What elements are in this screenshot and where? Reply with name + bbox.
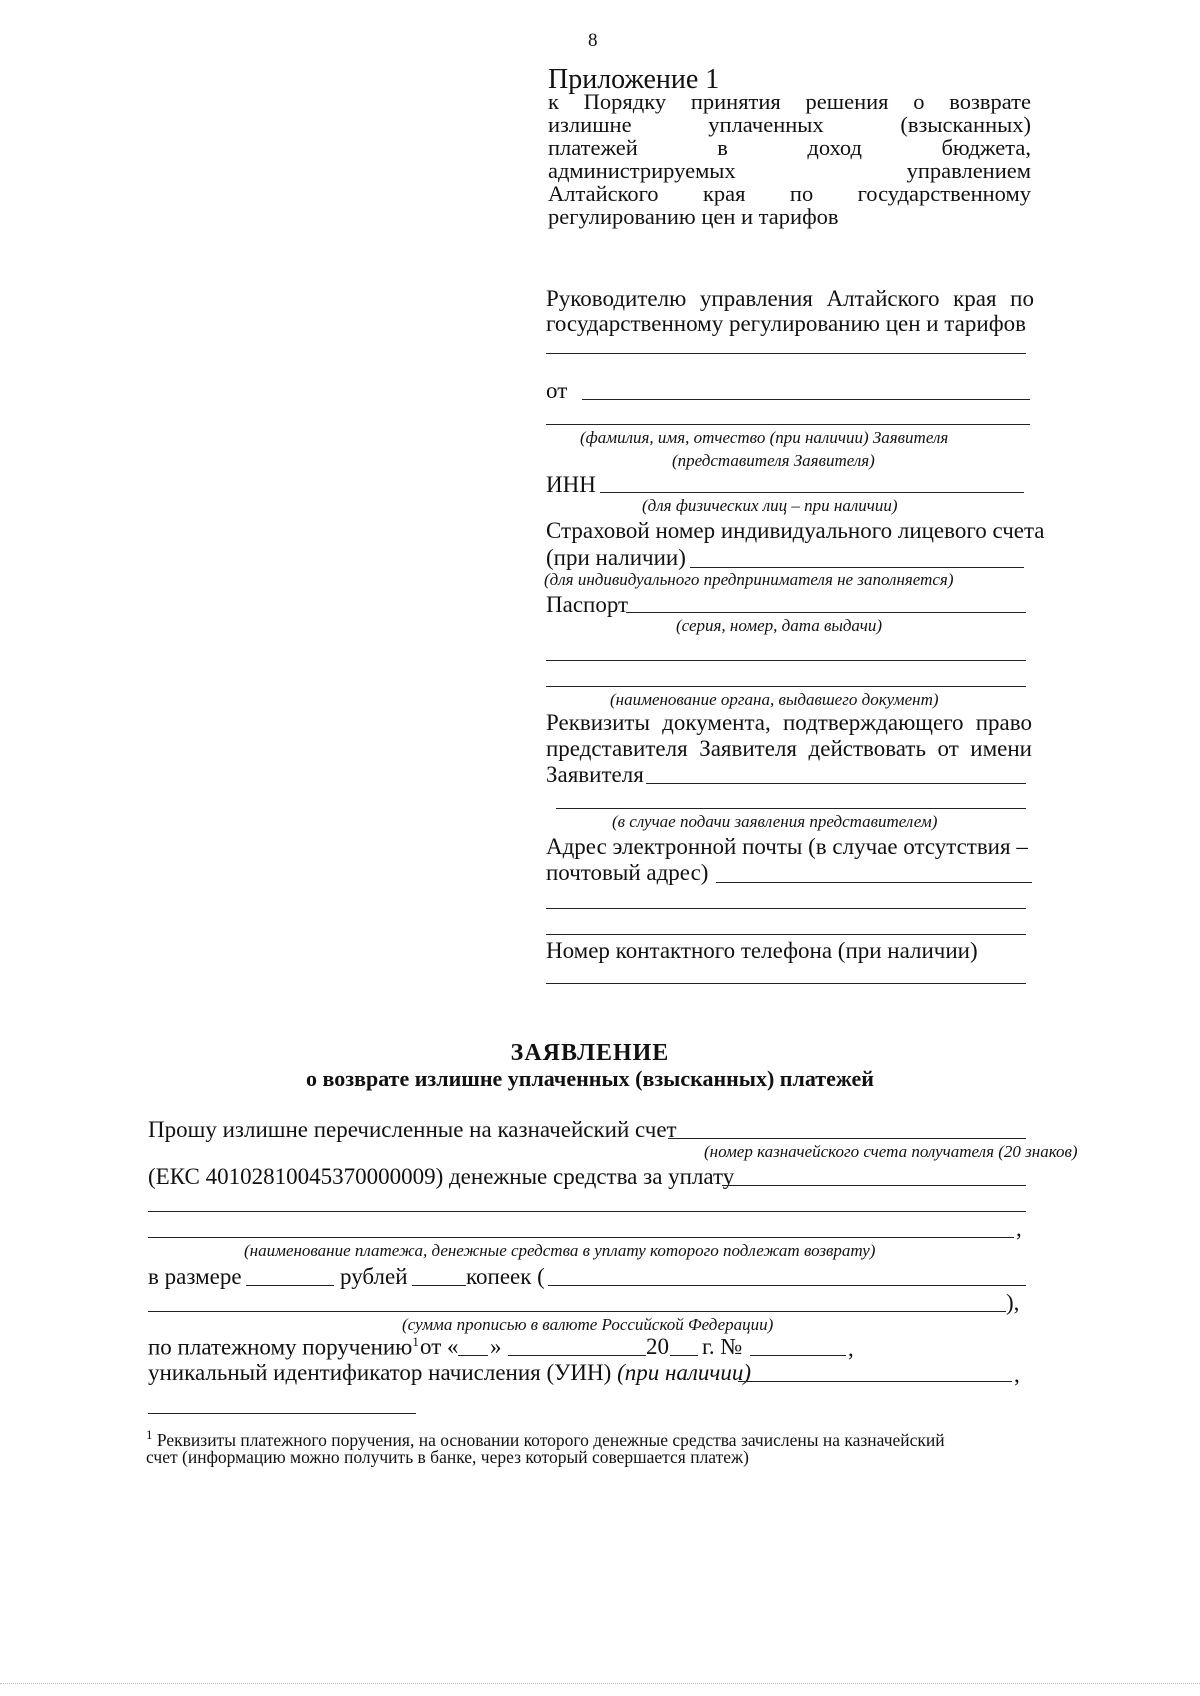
- recipient-fill-line[interactable]: [546, 353, 1026, 354]
- uin-field[interactable]: [738, 1381, 1012, 1382]
- eks-text: (ЕКС 40102810045370000009) денежные средства за уплату: [148, 1164, 735, 1189]
- applicant-name-field[interactable]: [582, 399, 1030, 400]
- statement-subtitle: о возврате излишне уплаченных (взысканных) платежей: [306, 1066, 874, 1091]
- snils-label: Страховой номер индивидуального лицевого счета: [546, 518, 1045, 543]
- inn-field[interactable]: [600, 492, 1024, 493]
- account-field[interactable]: [668, 1138, 1026, 1139]
- amount-words-field[interactable]: [548, 1285, 1026, 1286]
- applicant-name-field-2[interactable]: [546, 424, 1030, 425]
- order-text: по платежному поручению$^1$: [148, 1334, 419, 1360]
- phone-label: Номер контактного телефона (при наличии): [546, 938, 978, 963]
- rep-line-1: Реквизиты документа, подтверждающего право: [546, 710, 1032, 735]
- order-month-field[interactable]: [508, 1355, 646, 1356]
- phone-field[interactable]: [546, 983, 1026, 984]
- rep-doc-field-2[interactable]: [556, 808, 1026, 809]
- comma-3: ,: [1014, 1362, 1020, 1387]
- appendix-line-2: излишне уплаченных (взысканных): [548, 112, 1031, 137]
- account-hint: (номер казначейского счета получателя (20 знаков): [704, 1142, 1078, 1161]
- rep-doc-field[interactable]: [646, 783, 1026, 784]
- order-number-field[interactable]: [750, 1355, 846, 1356]
- amount-prefix: в размере: [148, 1264, 242, 1289]
- appendix-line-5: Алтайского края по государственному: [548, 181, 1031, 206]
- footnote-line-1: $^1$ Реквизиты платежного поручения, на основании которого денежные средства зачислены на казначейский: [146, 1427, 945, 1450]
- uin-text: уникальный идентификатор начисления (УИН) (при наличии): [148, 1360, 752, 1385]
- appendix-line-3: платежей в доход бюджета,: [548, 135, 1031, 160]
- email-field-3[interactable]: [546, 934, 1026, 935]
- amount-hint: (сумма прописью в валюте Российской Федерации): [402, 1315, 774, 1334]
- issuer-hint: (наименование органа, выдавшего документ): [610, 690, 939, 709]
- rep-hint: (в случае подачи заявления представителем): [612, 812, 938, 831]
- issuer-field[interactable]: [546, 686, 1026, 687]
- snils-hint: (для индивидуального предпринимателя не заполняется): [544, 570, 954, 589]
- passport-hint: (серия, номер, дата выдачи): [676, 616, 882, 635]
- request-text: Прошу излишне перечисленные на казначейский счет: [148, 1117, 677, 1142]
- page-number: 8: [588, 30, 598, 51]
- email-label: Адрес электронной почты (в случае отсутствия –: [546, 834, 1028, 859]
- rep-label: Заявителя: [546, 762, 644, 787]
- footnote-line-2: счет (информацию можно получить в банке, через который совершается платеж): [146, 1447, 749, 1467]
- appendix-line-1: к Порядку принятия решения о возврате: [548, 89, 1031, 114]
- order-day-field[interactable]: [458, 1355, 488, 1356]
- rubles-label: рублей: [340, 1264, 408, 1289]
- comma-2: ,: [848, 1336, 854, 1361]
- comma: ,: [1016, 1216, 1022, 1241]
- recipient-line-1: Руководителю управления Алтайского края по: [546, 286, 1034, 311]
- appendix-line-4: администрируемых управлением: [548, 158, 1031, 183]
- snils-label-2: (при наличии): [546, 545, 686, 570]
- from-label: от: [546, 378, 568, 403]
- kopecks-label: копеек (: [466, 1264, 545, 1289]
- amount-words-field-2[interactable]: [148, 1311, 1006, 1312]
- rep-line-2: представителя Заявителя действовать от имени: [546, 736, 1032, 761]
- inn-hint: (для физических лиц – при наличии): [642, 496, 898, 515]
- applicant-hint-2: (представителя Заявителя): [672, 451, 875, 470]
- footnote-ref: 1: [412, 1334, 419, 1349]
- snils-field[interactable]: [690, 567, 1024, 568]
- year-suffix: г. №: [702, 1334, 743, 1359]
- payment-purpose-field-2[interactable]: [148, 1211, 1026, 1212]
- passport-field-2[interactable]: [546, 660, 1026, 661]
- passport-field[interactable]: [626, 612, 1026, 613]
- inn-label: ИНН: [546, 472, 596, 497]
- footnote-separator: [148, 1413, 416, 1414]
- statement-title: ЗАЯВЛЕНИЕ: [510, 1040, 670, 1066]
- scan-edge-artifact: [0, 1683, 1200, 1684]
- payment-purpose-field[interactable]: [722, 1185, 1026, 1186]
- amount-close: ),: [1006, 1290, 1020, 1315]
- year-prefix: 20: [646, 1334, 669, 1359]
- passport-label: Паспорт: [546, 592, 629, 617]
- email-label-2: почтовый адрес): [546, 860, 709, 885]
- email-field-2[interactable]: [546, 908, 1026, 909]
- order-from: от «: [420, 1334, 459, 1359]
- appendix-title: Приложение 1: [548, 64, 720, 95]
- rubles-field[interactable]: [246, 1285, 334, 1286]
- kopecks-field[interactable]: [412, 1285, 466, 1286]
- payment-hint: (наименование платежа, денежные средства в уплату которого подлежат возврату): [244, 1241, 876, 1260]
- payment-purpose-field-3[interactable]: [148, 1237, 1014, 1238]
- quote-close: »: [490, 1334, 502, 1359]
- email-field[interactable]: [716, 882, 1032, 883]
- applicant-hint: (фамилия, имя, отчество (при наличии) Заявителя: [580, 428, 949, 447]
- appendix-line-6: регулированию цен и тарифов: [548, 204, 839, 229]
- order-year-field[interactable]: [670, 1355, 698, 1356]
- recipient-line-2: государственному регулированию цен и тарифов: [546, 311, 1026, 336]
